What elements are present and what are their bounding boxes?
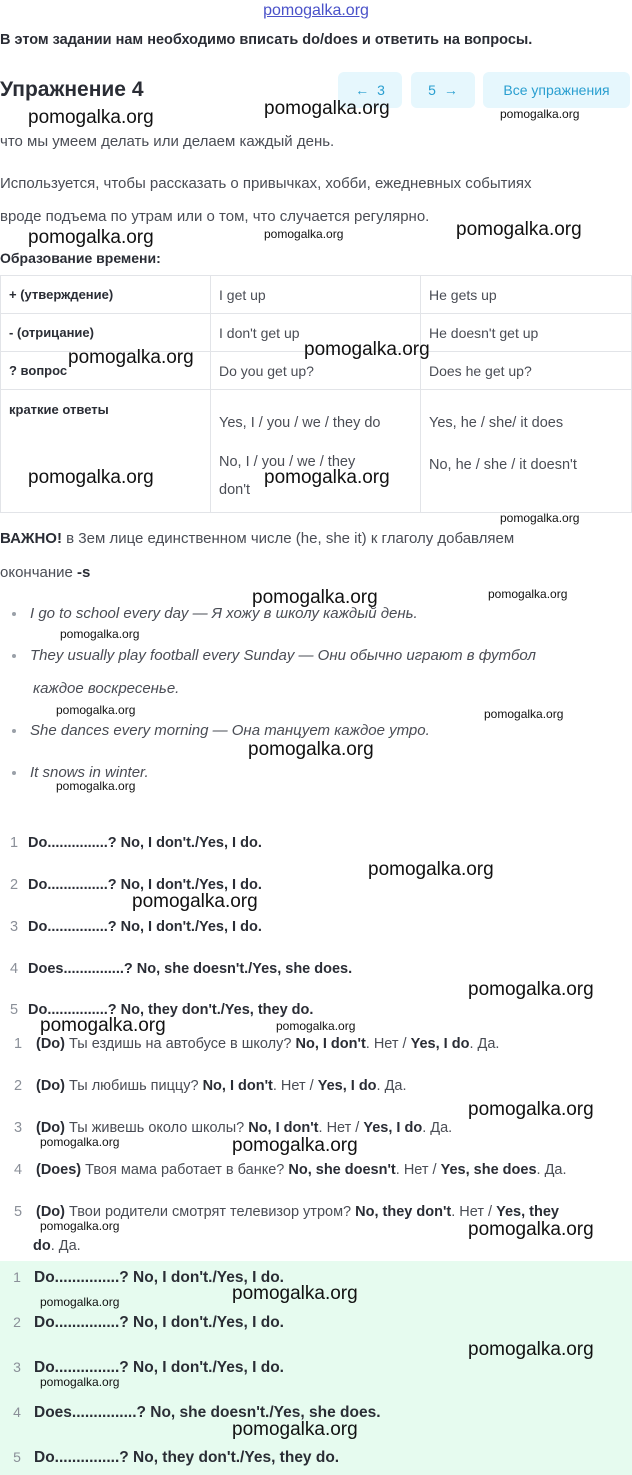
watermark: pomogalka.org: [232, 1283, 358, 1304]
table-row: [1, 390, 632, 513]
watermark: pomogalka.org: [232, 1419, 358, 1440]
watermark: pomogalka.org: [304, 339, 430, 360]
watermark: pomogalka.org: [56, 703, 136, 717]
suffix-s: -s: [77, 564, 91, 581]
formation-title: Образование времени:: [0, 250, 161, 266]
paragraph-2: Используется, чтобы рассказать о привычках, хобби, ежедневных событиях: [0, 175, 532, 192]
next-exercise-button[interactable]: [411, 72, 475, 108]
important-text: в 3ем лице единственном числе (he, she it) к глаголу добавляем: [61, 530, 515, 547]
watermark: pomogalka.org: [40, 1135, 120, 1149]
watermark: pomogalka.org: [60, 627, 140, 641]
answer-item: 2 Do...............? No, I don't./Yes, I do.: [13, 1314, 284, 1331]
example-item: [12, 647, 536, 664]
watermark: pomogalka.org: [68, 347, 194, 368]
watermark: pomogalka.org: [500, 107, 580, 121]
watermark: pomogalka.org: [368, 859, 494, 880]
all-exercises-label: Все упражнения: [503, 82, 610, 98]
watermark-top-link[interactable]: pomogalka.org: [263, 2, 369, 19]
table-cell: Do you get up?: [211, 352, 421, 390]
watermark: pomogalka.org: [264, 467, 390, 488]
answer-item: 4 Does...............? No, she doesn't./Yes, she does.: [13, 1404, 381, 1421]
paragraph-1: что мы умеем делать или делаем каждый день.: [0, 133, 335, 150]
answer-item: 3 Do...............? No, I don't./Yes, I do.: [13, 1359, 284, 1376]
example-text: It snows in winter.: [30, 764, 149, 781]
table-cell: [211, 390, 421, 513]
short-answer-no-cont: don't: [219, 482, 250, 498]
watermark: pomogalka.org: [28, 107, 154, 128]
watermark: pomogalka.org: [40, 1295, 120, 1309]
translation-item: 1 (Do) Ты ездишь на автобусе в школу? No, I don't. Нет / Yes, I do. Да.: [13, 1036, 500, 1052]
table-cell: [421, 390, 632, 513]
watermark: pomogalka.org: [488, 587, 568, 601]
exercise-item: 3 Do...............? No, I don't./Yes, I do.: [9, 919, 262, 935]
next-exercise-label: 5: [428, 82, 436, 98]
page-title: Упражнение 4: [0, 78, 144, 101]
watermark: pomogalka.org: [456, 219, 582, 240]
watermark: pomogalka.org: [40, 1219, 120, 1233]
bullet-icon: [12, 612, 16, 616]
table-cell: I get up: [211, 276, 421, 314]
watermark: pomogalka.org: [28, 467, 154, 488]
example-text-cont: каждое воскресенье.: [33, 680, 180, 697]
paragraph-3: вроде подъема по утрам или о том, что случается регулярно.: [0, 208, 430, 225]
short-answer-no: No, I / you / we / they: [219, 454, 356, 470]
table-cell: Does he get up?: [421, 352, 632, 390]
arrow-right-icon: →: [443, 82, 458, 98]
answer-item: 5 Do...............? No, they don't./Yes, they do.: [13, 1449, 340, 1466]
short-answer-no: No, he / she / it doesn't: [429, 457, 577, 473]
watermark: pomogalka.org: [40, 1375, 120, 1389]
watermark: pomogalka.org: [132, 891, 258, 912]
bullet-icon: [12, 654, 16, 658]
answer-item: 1 Do...............? No, I don't./Yes, I do.: [13, 1269, 284, 1286]
important-text-2: окончание: [0, 564, 78, 581]
table-cell: I don't get up: [211, 314, 421, 352]
table-cell: He doesn't get up: [421, 314, 632, 352]
arrow-left-icon: ←: [355, 82, 370, 98]
all-exercises-button[interactable]: [483, 72, 630, 108]
example-text: I go to school every day — Я хожу в школу каждый день.: [30, 605, 418, 622]
translation-item-cont: do. Да.: [33, 1238, 81, 1254]
watermark: pomogalka.org: [468, 1219, 594, 1240]
table-cell: He gets up: [421, 276, 632, 314]
watermark: pomogalka.org: [28, 227, 154, 248]
table-cell: + (утверждение): [1, 276, 211, 314]
prev-exercise-label: 3: [377, 82, 385, 98]
important-note: [0, 522, 600, 590]
short-answer-yes: Yes, he / she/ it does: [429, 415, 564, 431]
translation-item: 4 (Does) Твоя мама работает в банке? No, she doesn't. Нет / Yes, she does. Да.: [13, 1162, 567, 1178]
important-label: ВАЖНО!: [0, 530, 62, 547]
watermark: pomogalka.org: [468, 1339, 594, 1360]
watermark: pomogalka.org: [468, 1099, 594, 1120]
watermark: pomogalka.org: [56, 779, 136, 793]
intro-text: В этом задании нам необходимо вписать do/does и ответить на вопросы.: [0, 32, 533, 48]
table-cell: ? вопрос: [1, 352, 211, 390]
watermark: pomogalka.org: [40, 1015, 166, 1036]
watermark: pomogalka.org: [276, 1019, 356, 1033]
short-answer-yes: Yes, I / you / we / they do: [219, 415, 381, 431]
translation-item: 3 (Do) Ты живешь около школы? No, I don't. Нет / Yes, I do. Да.: [13, 1120, 453, 1136]
table-cell: - (отрицание): [1, 314, 211, 352]
example-text: They usually play football every Sunday — Они обычно играют в футбол: [30, 647, 536, 664]
watermark: pomogalka.org: [232, 1135, 358, 1156]
watermark: pomogalka.org: [248, 739, 374, 760]
exercise-item: 1 Do...............? No, I don't./Yes, I do.: [9, 835, 262, 851]
watermark: pomogalka.org: [500, 511, 580, 525]
bullet-icon: [12, 771, 16, 775]
example-text: She dances every morning — Она танцует каждое утро.: [30, 722, 430, 739]
watermark: pomogalka.org: [264, 227, 344, 241]
watermark: pomogalka.org: [252, 587, 378, 608]
watermark: pomogalka.org: [468, 979, 594, 1000]
exercise-item: 4 Does...............? No, she doesn't./Yes, she does.: [9, 961, 353, 977]
bullet-icon: [12, 729, 16, 733]
table-row: [1, 276, 632, 314]
translation-item: 2 (Do) Ты любишь пиццу? No, I don't. Нет / Yes, I do. Да.: [13, 1078, 407, 1094]
exercise-item: 5 Do...............? No, they don't./Yes, they do.: [9, 1002, 314, 1018]
translation-item: 5 (Do) Твои родители смотрят телевизор утром? No, they don't. Нет / Yes, they: [13, 1204, 559, 1220]
table-cell: краткие ответы: [1, 390, 211, 513]
example-item: [12, 722, 430, 739]
exercise-item: 2 Do...............? No, I don't./Yes, I do.: [9, 877, 262, 893]
watermark: pomogalka.org: [484, 707, 564, 721]
watermark: pomogalka.org: [264, 98, 390, 119]
